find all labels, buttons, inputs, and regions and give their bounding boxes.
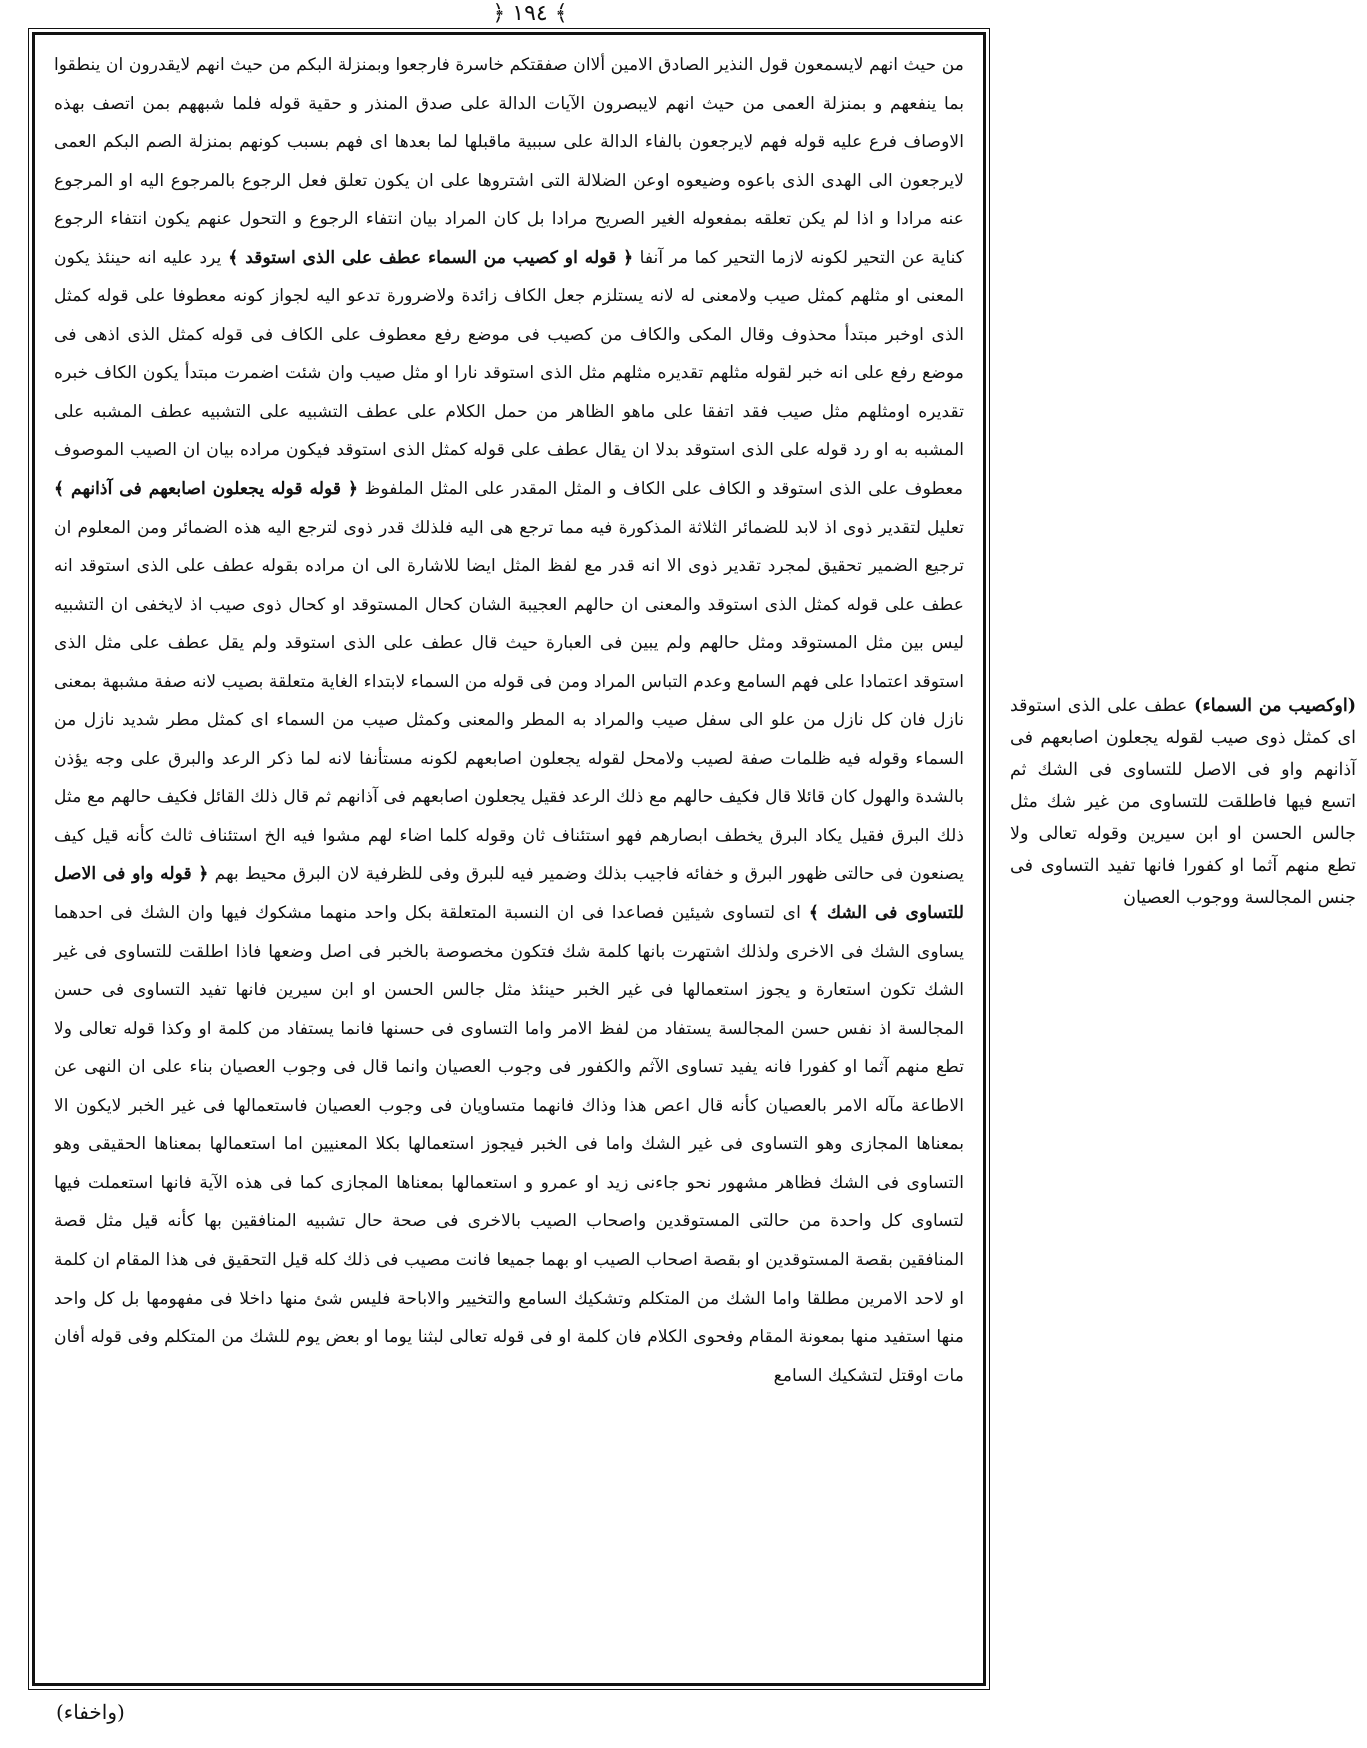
main-commentary-text (40, 38, 978, 1395)
lemma-heading-2: ﴿ قوله قوله يجعلون اصابعهم فى آذانهم ﴾ (54, 479, 359, 500)
margin-note-body: عطف على الذى استوقد اى كمثل ذوى صيب لقوله يجعلون اصابعهم فى آذانهم واو فى الاصل للتساوى فى الشك ثم اتسع فيها فاطلقت للتساوى من غير شك مثل جالس الحسن او ابن سيرين وقوله تعالى ولا تطع منهم آثما او كفورا فانها تفيد التساوى فى جنس المجالسة ووجوب العصيان (1010, 696, 1356, 908)
commentary-segment-1: من حيث انهم لايسمعون قول النذير الصادق الامين ألاان صفقتكم خاسرة فارجعوا وبمنزلة البكم من حيث انهم لايقدرون ان ينطقوا بما ينفعهم و بمنزلة العمى من حيث انهم لايبصرون الآيات الدالة على صدق المنذر و حقية قوله فلما شبههم بمن اتصف بهذه الاوصاف فرع عليه قوله فهم لايرجعون بالفاء الدالة على سببية ماقبلها لما بعدها اى فهم بسبب كونهم بمنزلة الصم البكم العمى لايرجعون الى الهدى الذى باعوه وضيعوه اوعن الضلالة التى اشتروها على ان يكون تعلق فعل الرجوع بالمرجوع اليه او المرجوع عنه مرادا و اذا لم يكن تعلقه بمفعوله الغير الصريح مرادا بل كان المراد بيان انتفاء الرجوع و التحول عنهم يكون انتفاء الرجوع كناية عن التحير لكونه لازما التحير كما مر آنفا (54, 55, 964, 268)
lemma-heading-3: ﴿ قوله واو فى الاصل للتساوى فى الشك ﴾ (54, 864, 964, 924)
commentary-segment-2: يرد عليه انه حينئذ يكون المعنى او مثلهم كمثل صيب ولامعنى له لانه يستلزم جعل الكاف زائدة ولاضرورة تدعو اليه لجواز كونه معطوفا على قوله كمثل الذى اوخبر مبتدأ محذوف وقال المكى والكاف من كصيب فى موضع رفع معطوف على الكاف فى قوله كمثل الذى اذهى فى موضع رفع على انه خبر لقوله مثلهم تقديره مثلهم مثل الذى استوقد نارا او مثل صيب وان شئت اضمرت مبتدأ يكون الكاف خبره تقديره اومثلهم مثل صيب فقد اتفقا على ماهو الظاهر من حمل الكلام على عطف التشبيه على التشبيه عطف المشبه على المشبه به او رد قوله على الذى استوقد بدلا ان يقال عطف على قوله كمثل الذى استوقد فيكون مراده بيان ان الصيب الموصوف معطوف على الذى استوقد و الكاف على الكاف و المثل المقدر على المثل الملفوظ (54, 247, 964, 500)
commentary-segment-3: تعليل لتقدير ذوى اذ لابد للضمائر الثلاثة المذكورة فيه مما ترجع هى اليه فلذلك قدر ذوى لترجع اليه هذه الضمائر ومن المعلوم ان ترجيع الضمير تحقيق لمجرد تقدير ذوى الا انه قدر مع لفظ المثل ايضا للاشارة الى ان مراده بقوله عطف على الذى استوقد انه عطف على قوله كمثل الذى استوقد والمعنى ان حالهم العجيبة الشان كحال المستوقد او كحال ذوى صيب اذ لايخفى ان التشبيه ليس بين مثل المستوقد ومثل حالهم ولم يبين فى العبارة حيث قال عطف على الذى استوقد ولم يقل عطف على مثل الذى استوقد اعتمادا على فهم السامع وعدم التباس المراد ومن فى قوله من السماء لابتداء الغاية متعلقة بصيب لانه صفة مشبهة بمعنى نازل فان كل نازل من علو الى سفل صيب والمراد به المطر والمعنى وكمثل صيب من السماء اى كمثل مطر شديد نازل من السماء وقوله فيه ظلمات صفة لصيب ولامحل لقوله يجعلون اصابعهم لكونه مستأنفا لانه لما ذكر الرعد والبرق على وجه يؤذن بالشدة والهول كان قائلا قال فكيف حالهم مع ذلك الرعد فقيل يجعلون اصابعهم فى آذانهم ثم قال ذلك القائل فكيف حالهم مع مثل ذلك البرق فقيل يكاد البرق يخطف ابصارهم فهو استئناف ثان وقوله كلما اضاء لهم مشوا فيه الخ استئناف ثالث كأنه قيل كيف يصنعون فى حالتى ظهور البرق و خفائه فاجيب بذلك وضمير فيه للبرق وفى للظرفية لان البرق محيط بهم (54, 517, 964, 885)
catchword: (واخفاء) (56, 1700, 125, 1724)
page-number: ﴿ ١٩٤ ﴾ (492, 1, 568, 26)
commentary-segment-4: اى لتساوى شيئين فصاعدا فى ان النسبة المتعلقة بكل واحد منهما مشكوك فيها وان الشك فى احدهما يساوى الشك فى الاخرى ولذلك اشتهرت بانها كلمة شك فتكون مخصوصة بالخبر فى اصل وضعها فاذا اطلقت للتساوى فى غير الشك تكون استعارة و يجوز استعمالها فى غير الخبر حينئذ مثل جالس الحسن او ابن سيرين فانها تفيد التساوى فى حسن المجالسة اذ نفس حسن المجالسة يستفاد من لفظ الامر واما التساوى فى حسنها فانما يستفاد من كلمة او وكذا قوله تعالى ولا تطع منهم آثما او كفورا فانه يفيد تساوى الآثم والكفور فى وجوب العصيان وانما قال فى وجوب العصيان بناء على ان النهى عن الاطاعة مآله الامر بالعصيان كأنه قال اعص هذا وذاك فانهما متساويان فى وجوب العصيان فاستعمالها فى غير الخبر لايكون الا بمعناها المجازى وهو التساوى فى غير الشك واما فى الخبر فيجوز استعمالها بكلا المعنيين اما استعمالها بمعناها الحقيقى وهو التساوى فى الشك فظاهر مشهور نحو جاءنى زيد او عمرو و استعمالها بمعناها المجازى كما فى هذه الآية فانها استعملت فيها لتساوى كل واحدة من حالتى المستوقدين واصحاب الصيب بالاخرى فى صحة حال تشبيه المنافقين بها كأنه قيل مثل قصة المنافقين بقصة المستوقدين او بقصة اصحاب الصيب او بهما جميعا فانت مصيب فى ذلك كله قيل التحقيق فى هذا المقام ان كلمة او لاحد الامرين مطلقا واما الشك من المتكلم وتشكيك السامع والتخيير والاباحة فليس شئ منها داخلا فى مفهومها بل كل واحد منها استفيد منها بمعونة المقام وفحوى الكلام فان كلمة او فى قوله تعالى لبثنا يوما او بعض يوم للشك من المتكلم وفى قوله أفان مات اوقتل لتشكيك السامع (54, 903, 964, 1386)
margin-base-text (1010, 690, 1356, 914)
margin-note-heading: (اوكصيب من السماء) (1187, 696, 1356, 716)
lemma-heading-1: ﴿ قوله او كصيب من السماء عطف على الذى استوقد ﴾ (221, 247, 634, 268)
